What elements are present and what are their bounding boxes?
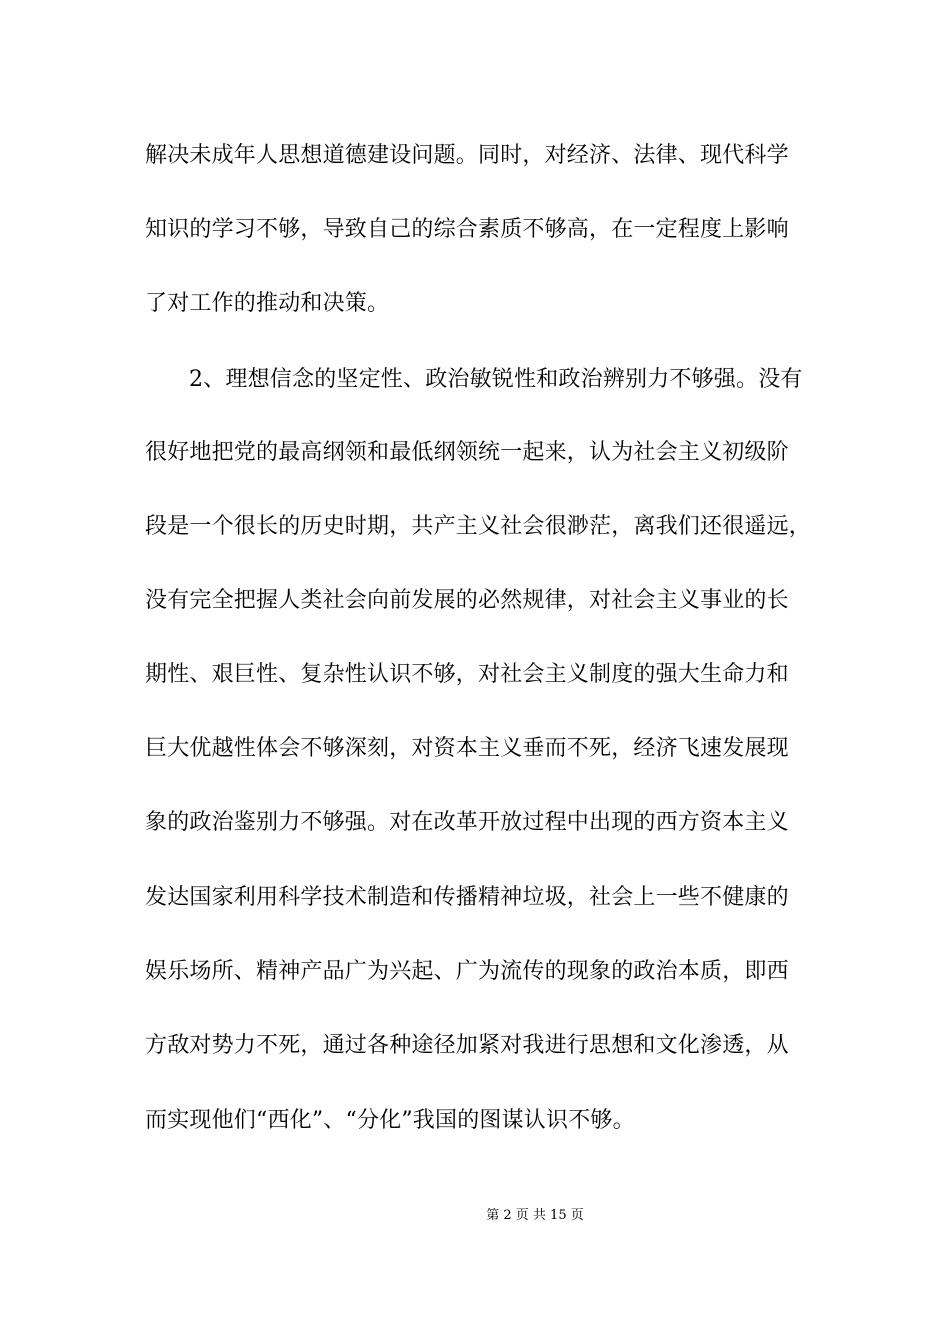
paragraph-1-line-1: 解决未成年人思想道德建设问题。同时，对经济、法律、现代科学 — [145, 143, 789, 168]
paragraph-2-line-11: 而实现他们“西化”、“分化”我国的图谋认识不够。 — [145, 1108, 635, 1133]
page-number-footer: 第 2 页 共 15 页 — [486, 1208, 584, 1223]
paragraph-2-line-6: 巨大优越性体会不够深刻，对资本主义垂而不死，经济飞速发展现 — [145, 736, 789, 761]
paragraph-2-line-9: 娱乐场所、精神产品广为兴起、广为流传的现象的政治本质，即西 — [145, 959, 789, 984]
paragraph-2-line-8: 发达国家利用科学技术制造和传播精神垃圾，社会上一些不健康的 — [145, 885, 789, 910]
paragraph-2-line-4: 没有完全把握人类社会向前发展的必然规律，对社会主义事业的长 — [145, 588, 789, 613]
paragraph-2-line-3: 段是一个很长的历史时期，共产主义社会很渺茫，离我们还很遥远， — [145, 514, 812, 539]
paragraph-2-line-1: 2、理想信念的坚定性、政治敏锐性和政治辨别力不够强。没有 — [189, 367, 803, 392]
paragraph-2-line-7: 象的政治鉴别力不够强。对在改革开放过程中出现的西方资本主义 — [145, 810, 789, 835]
paragraph-2-line-2: 很好地把党的最高纲领和最低纲领统一起来，认为社会主义初级阶 — [145, 440, 789, 465]
paragraph-1-line-3: 了对工作的推动和决策。 — [145, 291, 390, 316]
paragraph-2-line-10: 方敌对势力不死，通过各种途径加紧对我进行思想和文化渗透，从 — [145, 1033, 789, 1058]
paragraph-2-line-5: 期性、艰巨性、复杂性认识不够，对社会主义制度的强大生命力和 — [145, 662, 789, 687]
paragraph-1-line-2: 知识的学习不够，导致自己的综合素质不够高，在一定程度上影响 — [145, 217, 789, 242]
